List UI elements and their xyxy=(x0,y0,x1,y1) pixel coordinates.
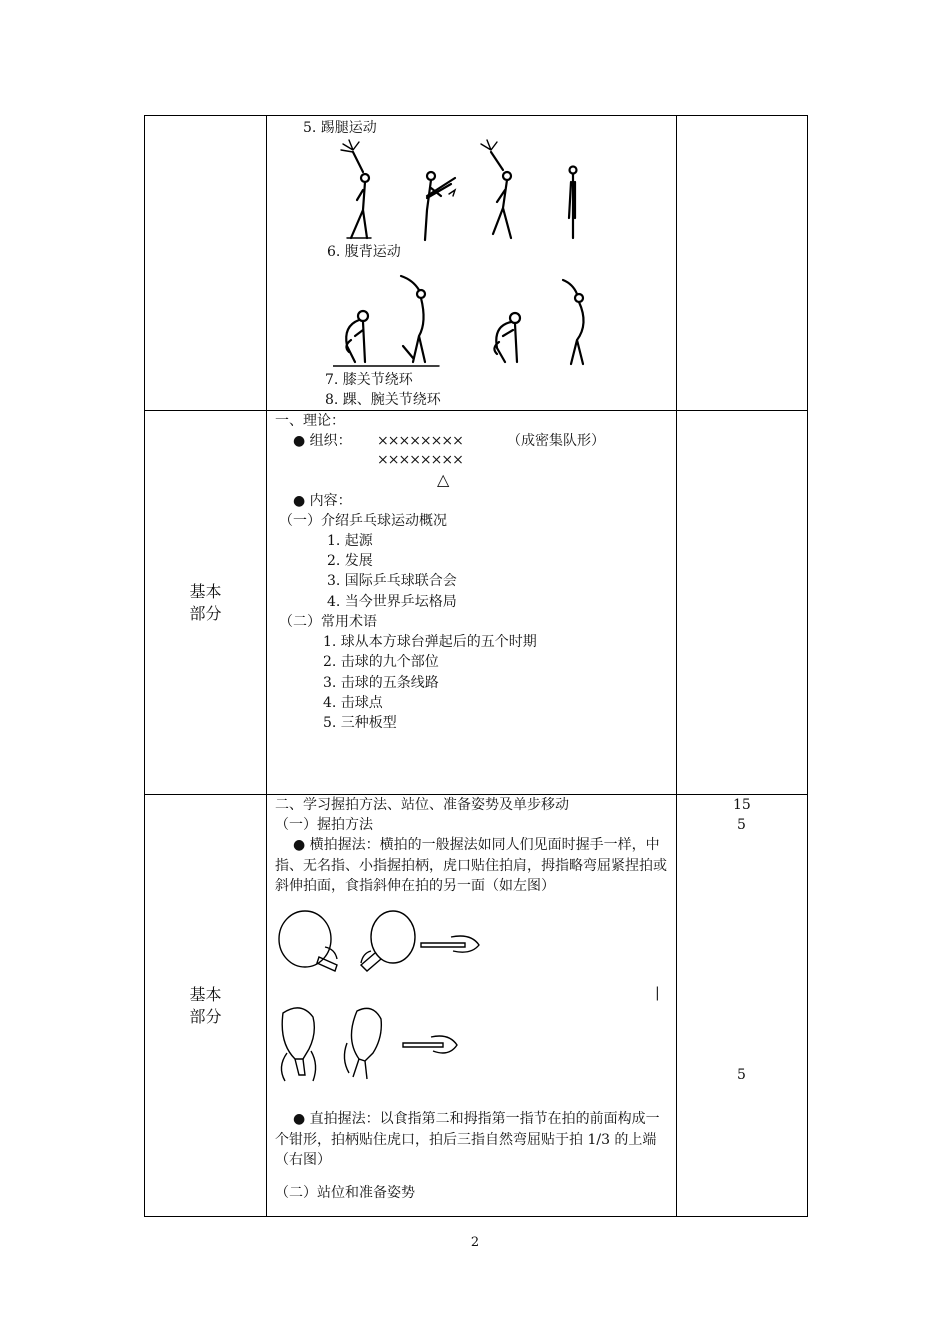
theory-title: 一、理论： xyxy=(275,413,345,429)
section-label-cell xyxy=(145,411,267,795)
pen-paddle-front-icon xyxy=(282,1008,314,1059)
exercise-item-6: 6. 腹背运动 xyxy=(327,244,401,260)
time-cell xyxy=(677,795,808,1217)
exercise-item-8: 8. 踝、腕关节绕环 xyxy=(325,392,441,408)
table-row xyxy=(145,411,808,795)
list-item: 4. 当今世界乒坛格局 xyxy=(327,594,457,610)
penhold-grip-text: ● 直拍握法：以食指第二和拇指第一指节在拍的前面构成一个钳形，拍柄贴住虎口，拍后三指自然弯屈贴于拍 1/3 的上端（右图） xyxy=(275,1111,660,1168)
time-cell xyxy=(677,116,808,411)
section-label-line1: 基本 xyxy=(189,581,222,601)
subsection-1-title: （一）介绍乒乓球运动概况 xyxy=(279,513,447,529)
section-label-cell xyxy=(145,116,267,411)
grip-content-cell xyxy=(267,795,677,1217)
bend-figure-4 xyxy=(563,280,584,364)
list-item: 3. 国际乒乓球联合会 xyxy=(327,573,457,589)
time-cell xyxy=(677,411,808,795)
list-item: 2. 击球的九个部位 xyxy=(323,654,439,670)
grip-subsection-2-title: （二）站位和准备姿势 xyxy=(275,1185,415,1201)
bend-figure-1 xyxy=(346,311,368,362)
bend-figure-3 xyxy=(494,313,520,362)
grip-section-title: 二、学习握拍方法、站位、准备姿势及单步移动 xyxy=(275,797,569,813)
list-item: 1. 球从本方球台弹起后的五个时期 xyxy=(323,634,537,650)
subsection-2-title: （二）常用术语 xyxy=(279,614,377,630)
time-penhold: 5 xyxy=(737,1067,746,1083)
section-label-line2: 部分 xyxy=(189,603,222,623)
stray-mark: | xyxy=(655,985,660,1001)
waist-back-exercise-figures xyxy=(333,266,593,372)
time-grip: 5 xyxy=(737,817,746,833)
list-item: 4. 击球点 xyxy=(323,695,383,711)
page-number: 2 xyxy=(470,1235,480,1250)
exercise-figures-cell xyxy=(267,116,677,411)
formation-row-1: ×××××××× xyxy=(377,433,463,449)
content-label: ● 内容： xyxy=(293,493,352,509)
paddle-side-icon xyxy=(421,936,479,952)
exercise-item-5: 5. 踢腿运动 xyxy=(303,120,377,136)
list-item: 2. 发展 xyxy=(327,553,373,569)
list-item: 3. 击球的五条线路 xyxy=(323,675,439,691)
pen-paddle-side-icon xyxy=(403,1036,457,1053)
time-total: 15 xyxy=(733,797,751,813)
kick-exercise-figures xyxy=(327,138,587,246)
kick-figure-4 xyxy=(569,167,577,239)
section-label-line2: 部分 xyxy=(189,1006,222,1026)
section-label-line1: 基本 xyxy=(189,984,222,1004)
grip-subsection-1-title: （一）握拍方法 xyxy=(275,817,373,833)
kick-figure-1 xyxy=(341,140,371,238)
kick-figure-2 xyxy=(425,172,455,240)
exercise-item-7: 7. 膝关节绕环 xyxy=(325,372,413,388)
penhold-grip-illustration xyxy=(273,1003,463,1085)
list-item: 5. 三种板型 xyxy=(323,715,397,731)
pen-paddle-back-icon xyxy=(351,1008,381,1061)
table-row xyxy=(145,795,808,1217)
organization-label: ● 组织： xyxy=(293,433,352,449)
formation-row-2: ×××××××× xyxy=(377,452,463,468)
bend-figure-2 xyxy=(401,276,425,362)
shakehand-grip-text: ● 横拍握法：横拍的一般握法如同人们见面时握手一样，中指、无名指、小指握拍柄，虎口贴住拍肩，拇指略弯屈紧捏拍或斜伸拍面，食指斜伸在拍的另一面（如左图） xyxy=(275,837,667,894)
theory-content-cell xyxy=(267,411,677,795)
lesson-plan-table xyxy=(144,115,808,1217)
shakehand-grip-illustration xyxy=(275,907,485,975)
section-label-cell xyxy=(145,795,267,1217)
table-row xyxy=(145,116,808,411)
kick-figure-3 xyxy=(481,140,511,238)
teacher-position-mark: △ xyxy=(437,470,450,489)
paddle-back-icon xyxy=(371,911,415,963)
formation-note: （成密集队形） xyxy=(507,433,605,449)
list-item: 1. 起源 xyxy=(327,533,373,549)
